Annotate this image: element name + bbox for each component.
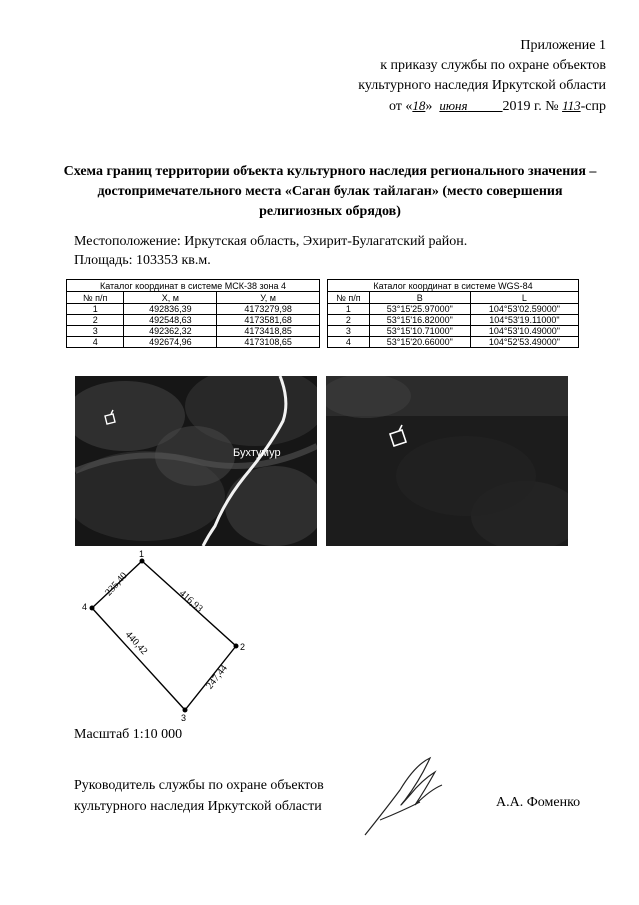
table-cell: 4 bbox=[328, 337, 370, 348]
table-cell: 2 bbox=[328, 315, 370, 326]
point-label: 1 bbox=[139, 549, 145, 559]
point-label: 3 bbox=[181, 713, 187, 723]
table-cell: 4 bbox=[67, 337, 124, 348]
point-label: 4 bbox=[82, 602, 88, 612]
point-label: 2 bbox=[240, 642, 246, 652]
column-header: № п/п bbox=[328, 292, 370, 304]
table-caption: Каталог координат в системе МСК-38 зона 4 bbox=[67, 280, 320, 292]
date-sep: » bbox=[425, 99, 433, 114]
location-info bbox=[74, 232, 467, 270]
table-cell: 492548,63 bbox=[124, 315, 217, 326]
appendix-date-line bbox=[358, 96, 606, 117]
boundary-point-2 bbox=[234, 644, 239, 649]
appendix-header bbox=[358, 36, 606, 117]
signatory-position bbox=[74, 775, 324, 817]
date-year: 2019 г. № bbox=[502, 99, 559, 114]
table-cell: 104°53'19.11000" bbox=[470, 315, 578, 326]
appendix-line2: к приказу службы по охране объектов bbox=[380, 58, 606, 73]
side-length-label: 416,93 bbox=[176, 588, 205, 615]
boundary-point-4 bbox=[90, 606, 95, 611]
coordinates-table-wgs84 bbox=[327, 279, 579, 348]
signatory-name: А.А. Фоменко bbox=[496, 795, 581, 810]
side-length-label: 440,42 bbox=[122, 629, 150, 658]
boundary-point-1 bbox=[140, 559, 145, 564]
document-title: Схема границ территории объекта культурного наследия регионального значения – достопримечательного места «Саган булак тайлаган» (место совершения религиозных обрядов) bbox=[63, 164, 597, 219]
column-header: № п/п bbox=[67, 292, 124, 304]
satellite-map-detail bbox=[326, 376, 568, 546]
signatory-line2: культурного наследия Иркутской области bbox=[74, 799, 322, 814]
order-number: 113 bbox=[562, 98, 581, 113]
table-row bbox=[67, 326, 320, 337]
appendix-line1: Приложение 1 bbox=[520, 38, 606, 53]
boundary-scheme bbox=[70, 548, 270, 728]
table-cell: 53°15'10.71000" bbox=[369, 326, 470, 337]
side-length-label: 235,40 bbox=[103, 570, 130, 599]
order-suffix: -спр bbox=[580, 99, 606, 114]
table-cell: 4173108,65 bbox=[217, 337, 320, 348]
table-caption: Каталог координат в системе WGS-84 bbox=[328, 280, 579, 292]
signatory-line1: Руководитель службы по охране объектов bbox=[74, 778, 324, 793]
column-header: L bbox=[470, 292, 578, 304]
table-cell: 3 bbox=[328, 326, 370, 337]
area-text: Площадь: 103353 кв.м. bbox=[74, 253, 211, 268]
table-cell: 104°53'10.49000" bbox=[470, 326, 578, 337]
table-cell: 492836,39 bbox=[124, 304, 217, 315]
table-cell: 104°53'02.59000" bbox=[470, 304, 578, 315]
table-cell: 3 bbox=[67, 326, 124, 337]
table-cell: 1 bbox=[67, 304, 124, 315]
date-prefix: от « bbox=[388, 99, 413, 114]
handwritten-signature bbox=[360, 750, 450, 845]
location-text: Местоположение: Иркутская область, Эхирит-Булагатский район. bbox=[74, 234, 468, 249]
table-cell: 1 bbox=[328, 304, 370, 315]
satellite-map-overview bbox=[75, 376, 317, 546]
table-cell: 2 bbox=[67, 315, 124, 326]
table-cell: 492362,32 bbox=[124, 326, 217, 337]
table-cell: 4173581,68 bbox=[217, 315, 320, 326]
appendix-line3: культурного наследия Иркутской области bbox=[358, 78, 606, 93]
side-length-label: 247,44 bbox=[204, 662, 230, 692]
date-month: июня bbox=[439, 98, 468, 113]
river-label: Бухтумур bbox=[233, 447, 281, 459]
boundary-point-3 bbox=[183, 708, 188, 713]
table-cell: 4173279,98 bbox=[217, 304, 320, 315]
table-row bbox=[67, 315, 320, 326]
table-row bbox=[328, 337, 579, 348]
scale-text: Масштаб 1:10 000 bbox=[74, 727, 183, 742]
table-row bbox=[328, 304, 579, 315]
column-header: X, м bbox=[124, 292, 217, 304]
table-row bbox=[67, 337, 320, 348]
date-day: 18 bbox=[412, 98, 426, 113]
table-row bbox=[328, 315, 579, 326]
table-cell: 53°15'20.66000" bbox=[369, 337, 470, 348]
table-cell: 104°52'53.49000" bbox=[470, 337, 578, 348]
column-header: У, м bbox=[217, 292, 320, 304]
table-row bbox=[67, 304, 320, 315]
column-header: B bbox=[369, 292, 470, 304]
coordinates-table-msk bbox=[66, 279, 320, 348]
table-cell: 53°15'25.97000" bbox=[369, 304, 470, 315]
table-row bbox=[328, 326, 579, 337]
table-cell: 492674,96 bbox=[124, 337, 217, 348]
table-cell: 53°15'16.82000" bbox=[369, 315, 470, 326]
table-cell: 4173418,85 bbox=[217, 326, 320, 337]
